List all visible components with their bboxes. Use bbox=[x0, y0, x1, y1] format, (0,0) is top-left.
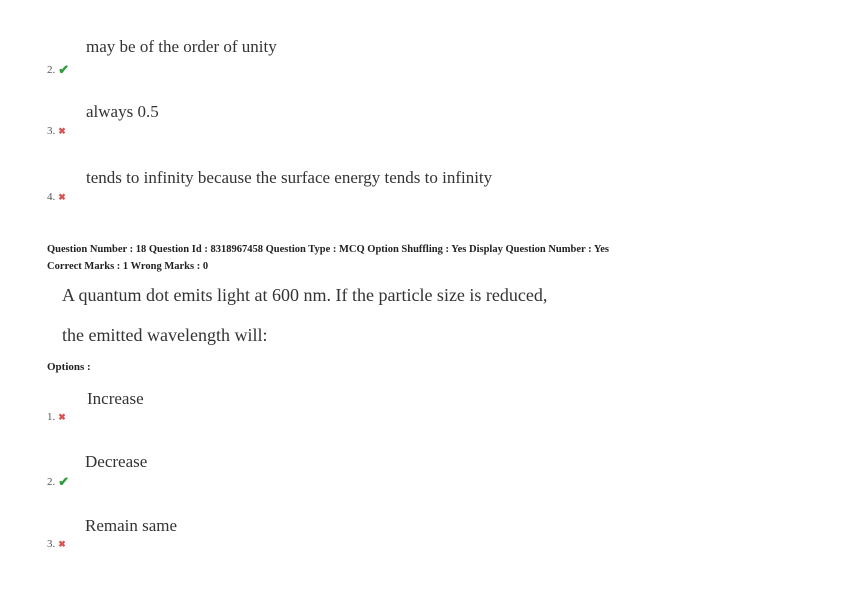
option-1-text: Increase bbox=[87, 389, 144, 408]
cross-mark-icon: ✖ bbox=[58, 411, 66, 422]
cross-mark-icon: ✖ bbox=[58, 191, 66, 202]
option-number: 2. bbox=[47, 63, 56, 76]
option-number: 2. bbox=[47, 475, 56, 488]
prev-option-3-text: always 0.5 bbox=[86, 102, 159, 121]
option-3-text: Remain same bbox=[85, 516, 178, 535]
question-meta-line1: Question Number : 18 Question Id : 8318967458 Question Type : MCQ Option Shuffling : Yes Display Question Number : Yes bbox=[47, 244, 610, 255]
option-1-number bbox=[47, 411, 66, 423]
prev-option-4-number bbox=[47, 191, 66, 203]
prev-option-3-number bbox=[47, 125, 66, 137]
option-number: 3. bbox=[47, 125, 56, 137]
option-number: 3. bbox=[47, 538, 56, 550]
option-number: 4. bbox=[47, 191, 56, 203]
option-number: 1. bbox=[47, 411, 56, 423]
cross-mark-icon: ✖ bbox=[58, 125, 66, 136]
prev-option-4-text: tends to infinity because the surface energy tends to infinity bbox=[86, 168, 493, 187]
options-label: Options : bbox=[47, 361, 91, 373]
prev-option-2-number bbox=[47, 63, 69, 76]
check-mark-icon: ✔ bbox=[58, 474, 70, 489]
cross-mark-icon: ✖ bbox=[58, 538, 66, 549]
question-text-line1: A quantum dot emits light at 600 nm. If the particle size is reduced, bbox=[62, 285, 548, 305]
option-3-number bbox=[47, 538, 66, 550]
question-meta-line2: Correct Marks : 1 Wrong Marks : 0 bbox=[47, 261, 209, 272]
option-2-number bbox=[47, 475, 69, 488]
question-text-line2: the emitted wavelength will: bbox=[62, 325, 268, 345]
prev-option-2-text: may be of the order of unity bbox=[86, 37, 277, 56]
check-mark-icon: ✔ bbox=[58, 62, 70, 77]
option-2-text: Decrease bbox=[85, 452, 148, 471]
